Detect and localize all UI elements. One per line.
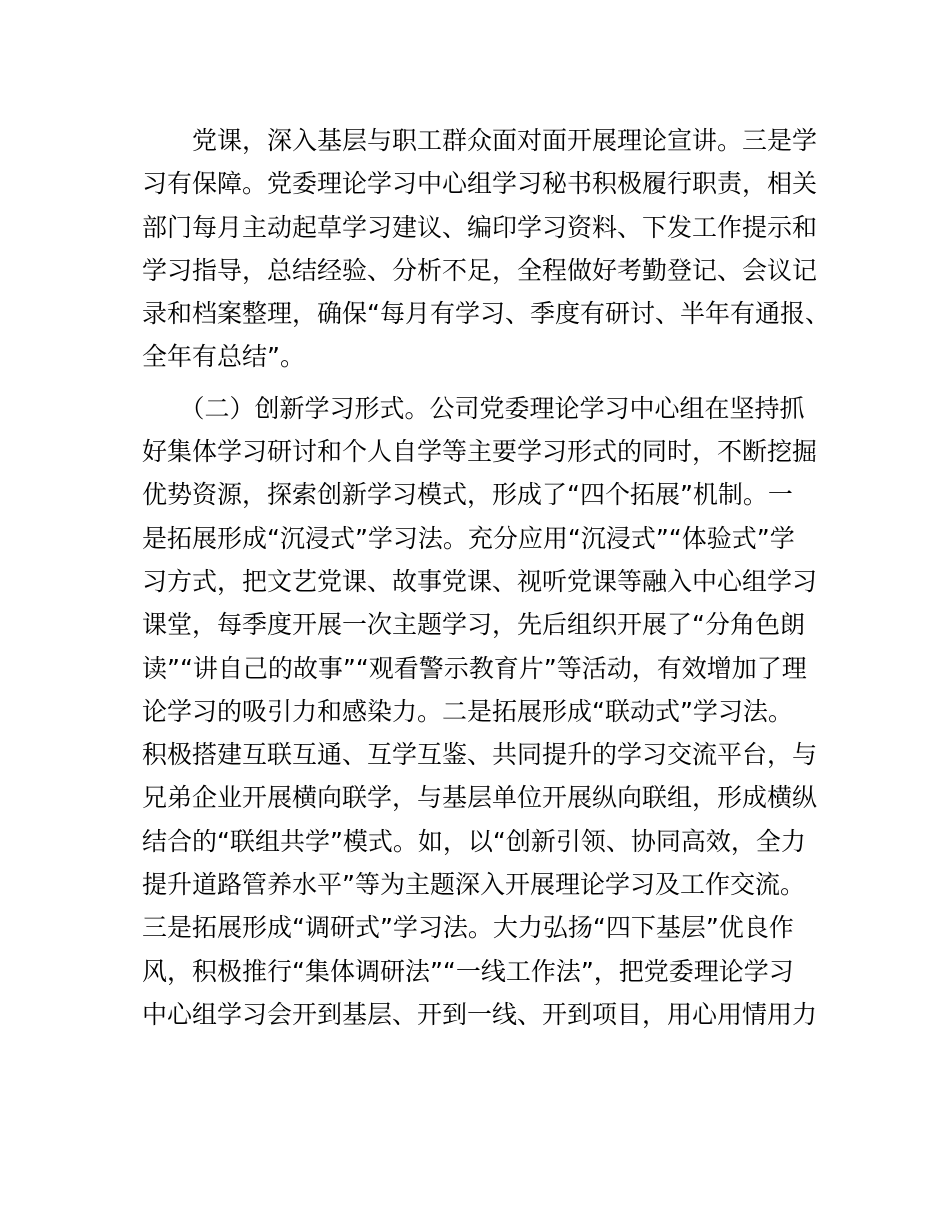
text-line: 论学习的吸引力和感染力。二是拓展形成“联动式”学习法。 <box>142 696 793 726</box>
text-line: 习方式，把文艺党课、故事党课、视听党课等融入中心组学习 <box>142 566 818 596</box>
text-line: 积极搭建互联互通、互学互鉴、共同提升的学习交流平台，与 <box>142 740 818 770</box>
text-line: 习有保障。党委理论学习中心组学习秘书积极履行职责，相关 <box>142 169 818 199</box>
paragraph-gap <box>142 379 832 387</box>
text-line: 是拓展形成“沉浸式”学习法。充分应用“沉浸式”“体验式”学 <box>142 523 795 553</box>
text-line: 部门每月主动起草学习建议、编印学习资料、下发工作提示和 <box>142 212 818 242</box>
document-body <box>142 119 832 1036</box>
text-line: 党课，深入基层与职工群众面对面开展理论宣讲。三是学 <box>142 126 818 155</box>
text-line: 兄弟企业开展横向联学，与基层单位开展纵向联组，形成横纵 <box>142 783 818 813</box>
text-line: 课堂，每季度开展一次主题学习，先后组织开展了“分角色朗 <box>142 610 805 640</box>
text-line: 风，积极推行“集体调研法”“一线工作法”，把党委理论学习 <box>142 956 794 986</box>
text-line: 学习指导，总结经验、分析不足，全程做好考勤登记、会议记 <box>142 255 818 285</box>
text-line: 全年有总结”。 <box>142 342 305 372</box>
text-line: 录和档案整理，确保“每月有学习、季度有研讨、半年有通报、 <box>142 299 830 329</box>
text-line: 提升道路管养水平”等为主题深入开展理论学习及工作交流。 <box>142 870 805 900</box>
text-line: 三是拓展形成“调研式”学习法。大力弘扬“四下基层”优良作 <box>142 913 794 943</box>
text-line: 优势资源，探索创新学习模式，形成了“四个拓展”机制。一 <box>142 480 793 510</box>
text-line: （二）创新学习形式。公司党委理论学习中心组在坚持抓 <box>142 393 805 423</box>
text-line: 中心组学习会开到基层、开到一线、开到项目，用心用情用力 <box>142 999 818 1029</box>
paragraph-study-guarantee <box>142 119 832 379</box>
paragraph-innovate-study-forms <box>142 387 832 1036</box>
text-line: 好集体学习研讨和个人自学等主要学习形式的同时，不断挖掘 <box>142 437 818 467</box>
text-line: 结合的“联组共学”模式。如，以“创新引领、协同高效，全力 <box>142 826 806 856</box>
text-line: 读”“讲自己的故事”“观看警示教育片”等活动，有效增加了理 <box>142 653 807 683</box>
